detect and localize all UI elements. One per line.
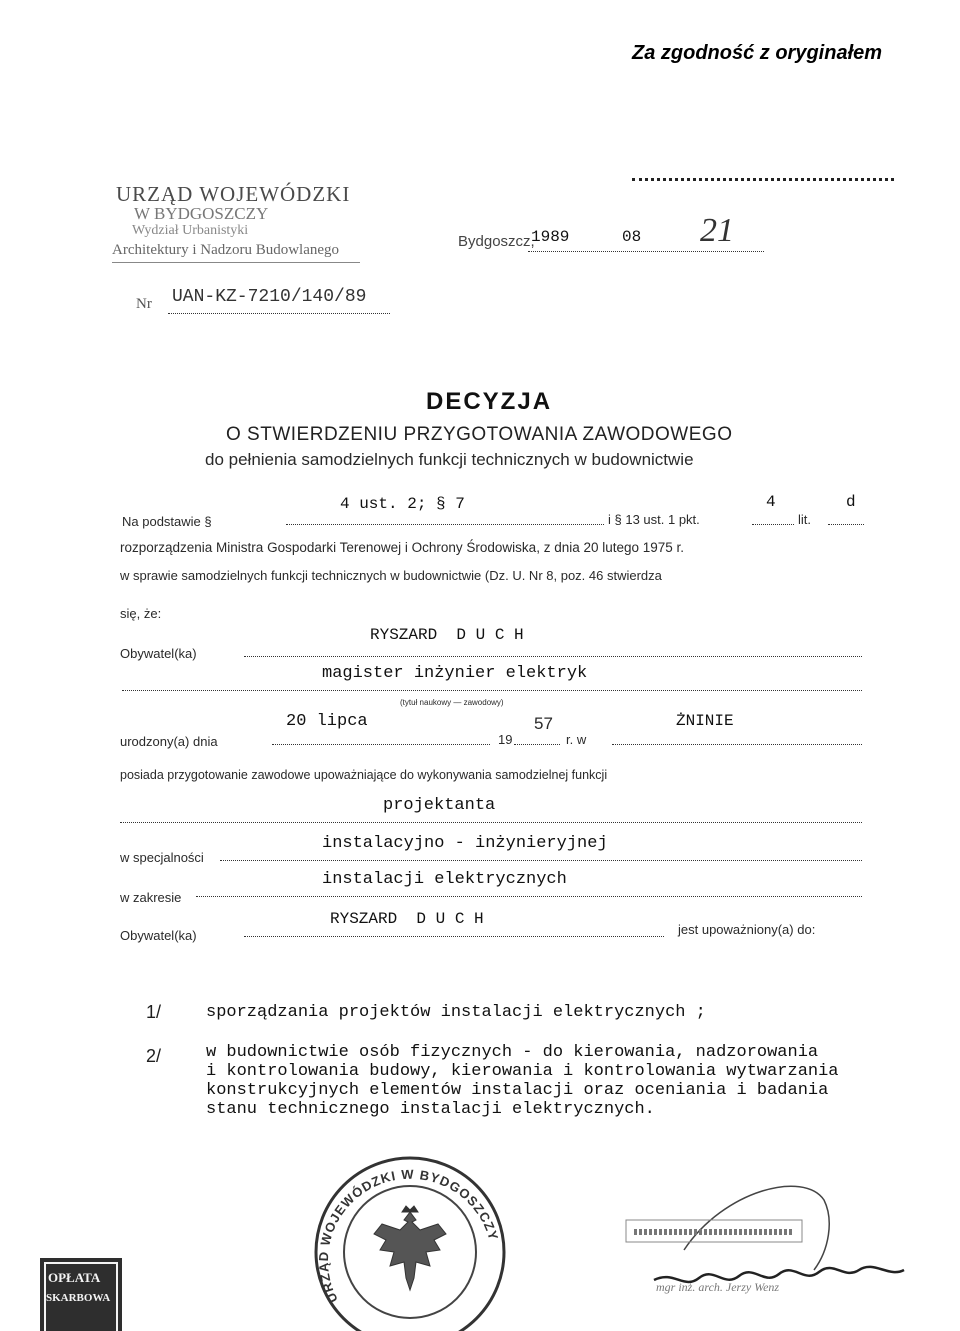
legal-basis-dotted-3 [828, 524, 864, 525]
authority-line-1: URZĄD WOJEWÓDZKI [116, 182, 351, 206]
birth-year-dotted-line [514, 744, 560, 745]
point-2-number: 2/ [146, 1046, 162, 1066]
document-subtitle-1: O STWIERDZENIU PRZYGOTOWANIA ZAWODOWEGO [226, 424, 733, 445]
authority-line-3: Wydział Urbanistyki [132, 223, 249, 238]
specialty-dotted-line [220, 860, 862, 861]
fee-stamp-line-2: SKARBOWA [46, 1292, 111, 1304]
point-2-line-1: w budownictwie osób fizycznych - do kierowania, nadzorowania [206, 1043, 819, 1062]
point-1-number: 1/ [146, 1002, 162, 1022]
legal-basis-line-2: rozporządzenia Ministra Gospodarki Terenowej i Ochrony Środowiska, z dnia 20 lutego 1975 r. [120, 540, 685, 555]
date-month: 08 [622, 228, 642, 246]
date-dotted-line [528, 251, 764, 252]
specialty-value: instalacyjno - inżynieryjnej [322, 834, 608, 853]
legal-basis-label: Na podstawie § [122, 514, 212, 529]
qualification-function: projektanta [383, 796, 496, 815]
citizen-name: RYSZARD D U C H [370, 626, 524, 644]
birth-place: ŻNINIE [676, 712, 734, 730]
qualification-statement: posiada przygotowanie zawodowe upoważniające do wykonywania samodzielnej funkcji [120, 768, 608, 782]
authorization-suffix: jest upoważniony(a) do: [678, 922, 816, 937]
birth-place-dotted-line [612, 744, 862, 745]
scope-label: w zakresie [120, 890, 182, 905]
scope-value: instalacji elektrycznych [322, 870, 567, 889]
legal-basis-line-3: w sprawie samodzielnych funkcji technicznych w budownictwie (Dz. U. Nr 8, poz. 46 stwierdza [120, 568, 662, 583]
point-2-line-3: konstrukcyjnych elementów instalacji oraz oceniania i badania [206, 1081, 829, 1100]
certification-dotted-line [632, 178, 894, 181]
eagle-emblem-icon [374, 1206, 446, 1290]
legal-basis-lit-value: d [846, 493, 856, 511]
birth-date-label: urodzony(a) dnia [120, 734, 218, 749]
citizen-degree: magister inżynier elektryk [322, 664, 588, 683]
authorization-name: RYSZARD D U C H [330, 910, 484, 928]
legal-basis-line-4: się, że: [120, 606, 162, 621]
citizen-degree-dotted-line [122, 690, 862, 691]
reference-dotted-line [168, 313, 390, 314]
point-1-line-1: sporządzania projektów instalacji elektrycznych ; [206, 1003, 706, 1022]
authorization-dotted-line [244, 936, 664, 937]
qualification-function-dotted-line [120, 822, 862, 823]
authority-line-2: W BYDGOSZCZY [134, 204, 269, 223]
official-seal-ring-text: URZĄD WOJEWÓDZKI W BYDGOSZCZY [315, 1166, 502, 1306]
citizen-dotted-line [244, 656, 862, 657]
authority-line-4: Architektury i Nadzoru Budowlanego [112, 242, 340, 258]
legal-basis-lit: lit. [798, 512, 811, 527]
scope-dotted-line [196, 896, 862, 897]
point-2-line-4: stanu technicznego instalacji elektrycznych. [206, 1100, 655, 1119]
citizen-degree-caption: (tytuł naukowy — zawodowy) [400, 698, 504, 707]
citizen-label: Obywatel(ka) [120, 646, 197, 661]
fee-stamp [40, 1258, 122, 1331]
legal-basis-dotted-1 [286, 524, 604, 525]
place-label: Bydgoszcz, [458, 233, 535, 250]
legal-basis-pkt: 4 [766, 493, 776, 511]
reference-prefix: Nr [136, 296, 152, 312]
point-2-line-2: i kontrolowania budowy, kierowania i kontrolowania wytwarzania [206, 1062, 839, 1081]
legal-basis-paragraph: 4 ust. 2; § 7 [340, 495, 465, 513]
signature-stamp [614, 1180, 934, 1331]
signature-title: mgr inż. arch. Jerzy Wenz [656, 1280, 780, 1294]
document-subtitle-2: do pełnienia samodzielnych funkcji technicznych w budownictwie [205, 450, 694, 469]
specialty-label: w specjalności [120, 850, 204, 865]
legal-basis-and-paragraph: i § 13 ust. 1 pkt. [608, 512, 700, 527]
fee-stamp-line-1: OPŁATA [48, 1270, 101, 1285]
birth-year-suffix: r. w [566, 732, 587, 747]
birth-year: 57 [534, 714, 553, 733]
legal-basis-dotted-2 [752, 524, 794, 525]
authorization-label: Obywatel(ka) [120, 928, 197, 943]
date-year: 1989 [531, 228, 570, 246]
certification-note: Za zgodność z oryginałem [632, 42, 883, 64]
birth-year-prefix: 19 [498, 732, 513, 747]
reference-number: UAN-KZ-7210/140/89 [172, 287, 367, 307]
birth-day-month: 20 lipca [286, 712, 368, 731]
official-seal [312, 1150, 508, 1331]
birth-date-dotted-line [272, 744, 490, 745]
document-title: DECYZJA [426, 388, 553, 415]
date-day-handwritten: 21 [700, 212, 734, 249]
